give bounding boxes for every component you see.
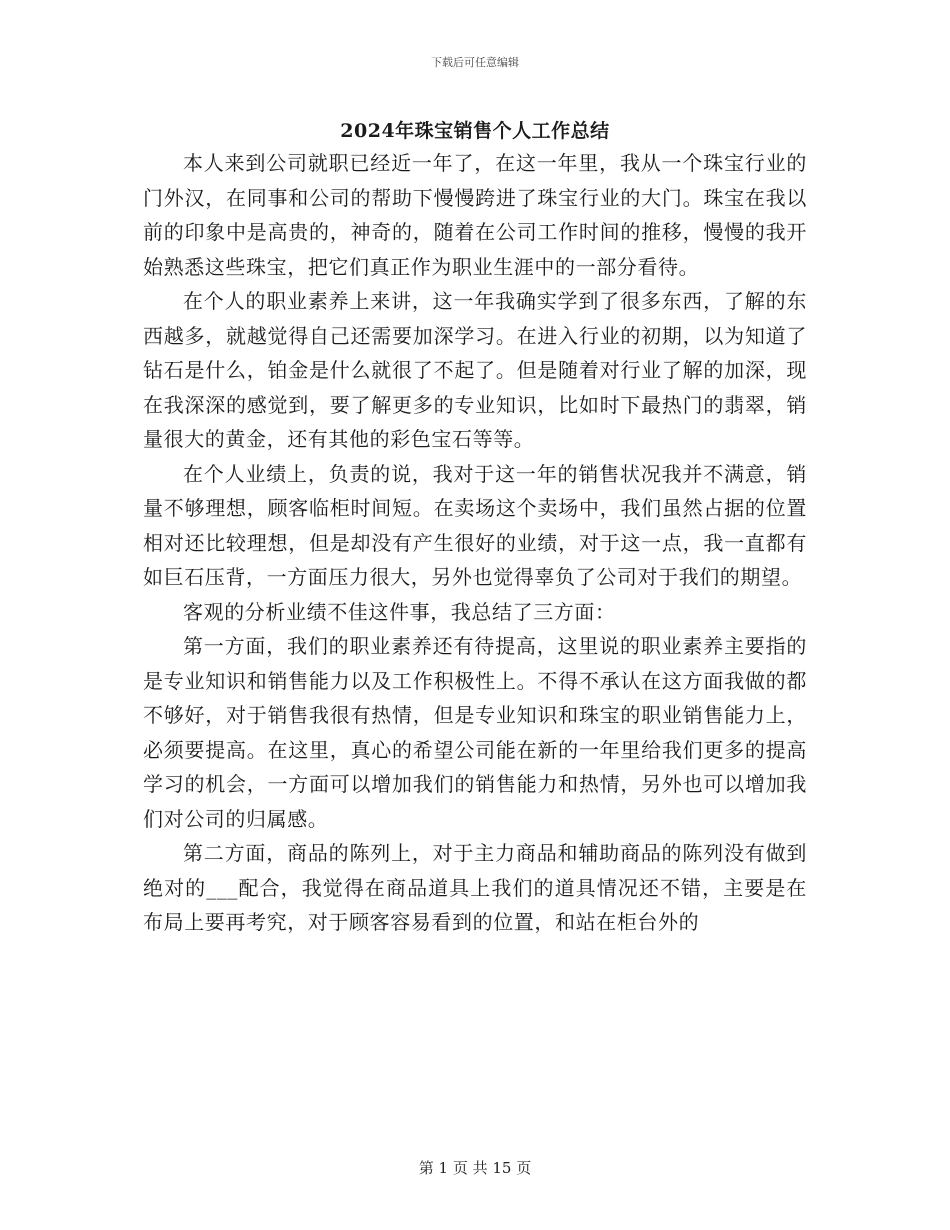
download-note: 下载后可任意编辑 bbox=[431, 56, 519, 69]
paragraph-1: 本人来到公司就职已经近一年了，在这一年里，我从一个珠宝行业的门外汉，在同事和公司的帮助下慢慢跨进了珠宝行业的大门。珠宝在我以前的印象中是高贵的，神奇的，随着在公司工作时间的推移，慢慢的我开始熟悉这些珠宝，把它们真正作为职业生涯中的一部分看待。 bbox=[143, 151, 807, 279]
paragraph-4: 客观的分析业绩不佳这件事，我总结了三方面： bbox=[183, 599, 616, 624]
document-body bbox=[143, 146, 807, 940]
paragraph-2: 在个人的职业素养上来讲，这一年我确实学到了很多东西，了解的东西越多，就越觉得自己还需要加深学习。在进入行业的初期，以为知道了钻石是什么，铂金是什么就很了不起了。但是随着对行业了解的加深，现在我深深的感觉到，要了解更多的专业知识，比如时下最热门的翡翠，销量很大的黄金，还有其他的彩色宝石等等。 bbox=[143, 289, 807, 451]
page-number: 第 1 页 共 15 页 bbox=[418, 1159, 532, 1177]
paragraph-5: 第一方面，我们的职业素养还有待提高，这里说的职业素养主要指的是专业知识和销售能力以及工作积极性上。不得不承认在这方面我做的都不够好，对于销售我很有热情，但是专业知识和珠宝的职业销售能力上，必须要提高。在这里，真心的希望公司能在新的一年里给我们更多的提高学习的机会，一方面可以增加我们的销售能力和热情，另外也可以增加我们对公司的归属感。 bbox=[143, 634, 807, 831]
document-title: 2024年珠宝销售个人工作总结 bbox=[340, 120, 610, 142]
paragraph-3: 在个人业绩上，负责的说，我对于这一年的销售状况我并不满意，销量不够理想，顾客临柜时间短。在卖场这个卖场中，我们虽然占据的位置相对还比较理想，但是却没有产生很好的业绩，对于这一点，我一直都有如巨石压背，一方面压力很大，另外也觉得辜负了公司对于我们的期望。 bbox=[143, 461, 807, 589]
paragraph-6: 第二方面，商品的陈列上，对于主力商品和辅助商品的陈列没有做到绝对的___配合，我觉得在商品道具上我们的道具情况还不错，主要是在布局上要再考究，对于顾客容易看到的位置，和站在柜台外的 bbox=[143, 841, 807, 934]
